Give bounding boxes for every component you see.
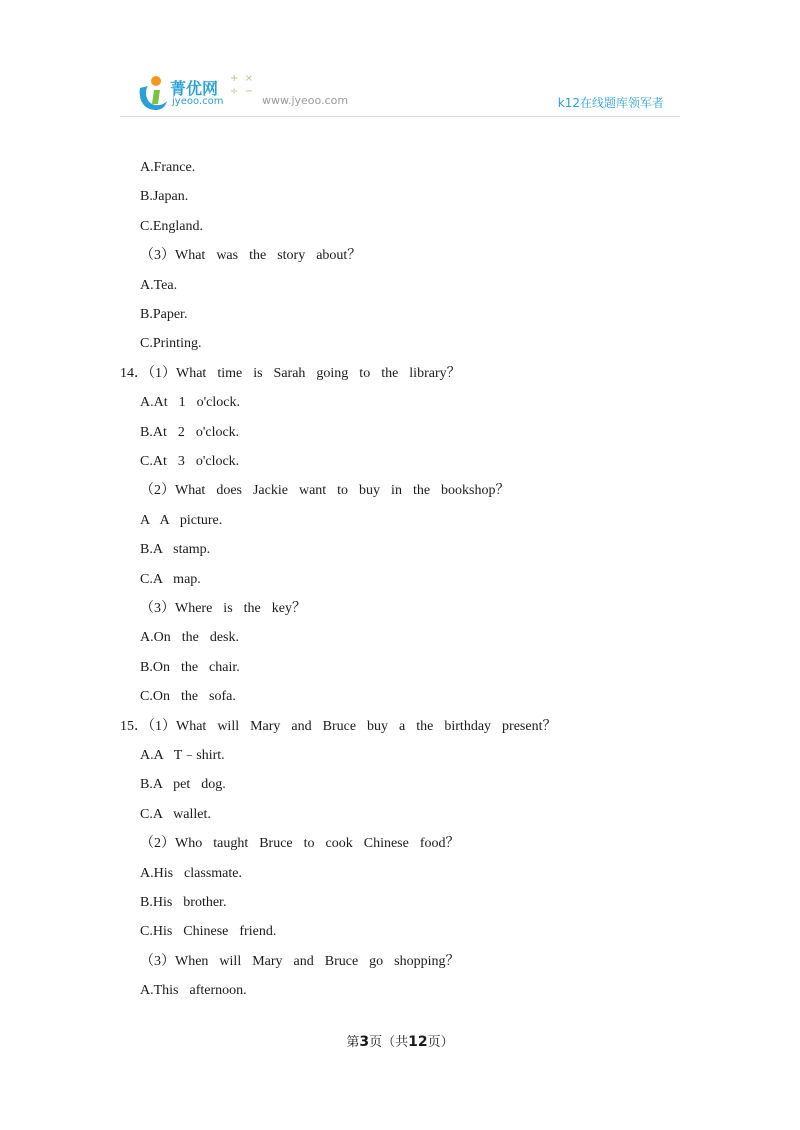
page-header [120,70,680,117]
answer-line: B.At 2 o'clock. [140,425,240,440]
math-symbols-decoration [230,72,260,102]
answer-line: A.A T﹣shirt. [140,748,225,763]
jyeoo-logo [134,72,244,114]
minus-symbol: − [244,86,254,97]
answer-line: B.A stamp. [140,542,211,557]
question-number-line: 14．（1）What time is Sarah going to the library？ [120,366,461,381]
answer-line: B.On the chair. [140,660,240,675]
divide-symbol: ÷ [230,86,239,97]
question-number-line: 15．（1）What will Mary and Bruce buy a the birthday present？ [120,719,557,734]
answer-line: A.France. [140,160,196,175]
answer-line: （2）Who taught Bruce to cook Chinese food？ [140,836,460,851]
answer-line: （3）When will Mary and Bruce go shopping？ [140,954,460,969]
footer-middle: 页（共 [369,1034,409,1049]
logo-domain: jyeoo.com [172,96,224,107]
plus-symbol: + [230,73,239,84]
answer-line: （3）What was the story about？ [140,248,362,263]
logo-person-icon [134,74,170,114]
answer-line: C.A map. [140,572,201,587]
answer-line: C.His Chinese friend. [140,924,277,939]
footer-prefix: 第 [346,1034,360,1049]
answer-line: A.At 1 o'clock. [140,395,240,410]
footer-suffix: 页） [427,1034,454,1049]
answer-line: A.On the desk. [140,630,239,645]
answer-line: A.Tea. [140,278,178,293]
answer-line: C.Printing. [140,336,202,351]
current-page-number: 3 [359,1034,370,1050]
answer-line: B.Paper. [140,307,188,322]
answer-line: B.His brother. [140,895,227,910]
answer-line: （3）Where is the key？ [140,601,306,616]
header-slogan: k12在线题库领军者 [557,96,664,110]
times-symbol: × [244,73,254,84]
page-footer [0,1031,800,1050]
answer-line: A.His classmate. [140,866,242,881]
site-url[interactable]: www.jyeoo.com [262,94,349,107]
answer-line: C.On the sofa. [140,689,236,704]
answer-line: B.Japan. [140,189,189,204]
answer-line: B.A pet dog. [140,777,226,792]
answer-line: A A picture. [140,513,223,528]
answer-line: C.At 3 o'clock. [140,454,240,469]
total-pages-number: 12 [408,1034,428,1050]
answer-line: C.A wallet. [140,807,211,822]
logo-chinese-name: 菁优网 [170,79,219,98]
answer-line: （2）What does Jackie want to buy in the bookshop？ [140,483,510,498]
answer-line: C.England. [140,219,203,234]
answer-line: A.This afternoon. [140,983,247,998]
